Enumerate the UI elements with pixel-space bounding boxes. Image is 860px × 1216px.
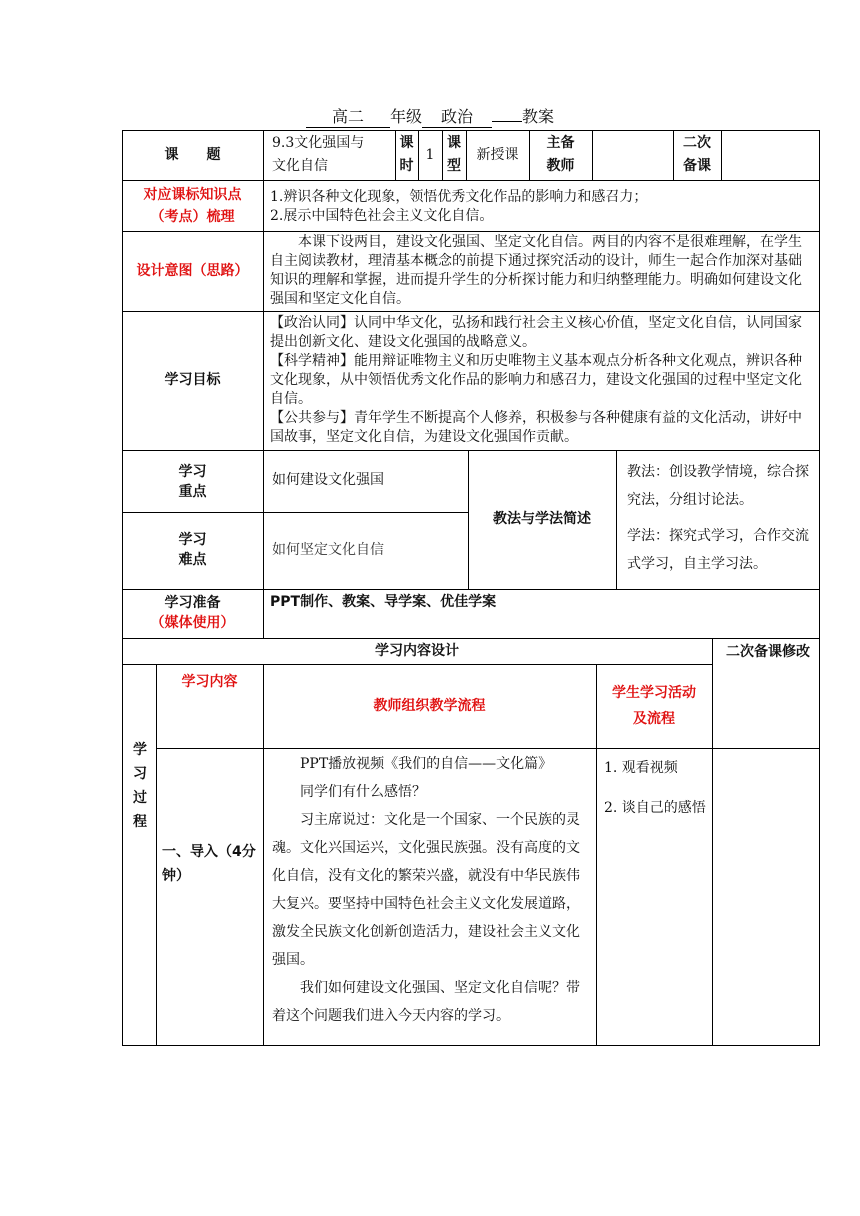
topic-line-1: 9.3文化强国与 [272, 135, 365, 151]
col-student-2: 及流程 [633, 711, 675, 727]
difficulty-label-1: 学习 [178, 532, 207, 548]
grade-label: 年级 [389, 107, 422, 126]
teacher-value [592, 130, 673, 180]
intro-label: 一、导入（4分钟） [162, 844, 256, 884]
teaching-method: 教法：创设教学情境，综合探究法，分组讨论法。 [627, 464, 809, 508]
design-text: 本课下设两目，建设文化强国、坚定文化自信。两目的内容不是很难理解，在学生自主阅读教材，理清基本概念的前提下通过探究活动的设计，师生一起合作加深对基础知识的理解和掌握，进而提升学生的分析探讨能力和归纳整理能力。明确如何建设文化强国和坚定文化自信。 [270, 234, 802, 307]
topic-line-2: 文化自信 [272, 158, 328, 174]
second-prep-label-1: 二次 [683, 135, 711, 151]
teacher-step-2: 同学们有什么感悟？ [300, 784, 426, 800]
difficulty-point: 如何坚定文化自信 [272, 542, 384, 558]
key-label-1: 学习 [178, 464, 207, 480]
col-content: 学习内容 [181, 674, 238, 690]
type-label-2: 型 [447, 158, 461, 174]
lesson-plan-table [122, 130, 820, 1046]
goal-participation: 【公共参与】青年学生不断提高个人修养，积极参与各种健康有益的文化活动，讲好中国故事，坚定文化自信，为建设文化强国作贡献。 [270, 410, 802, 445]
hours-value: 1 [425, 146, 435, 163]
goals-label: 学习目标 [164, 372, 221, 388]
grade-value: 高二 [306, 104, 390, 128]
learning-method: 学法：探究式学习，合作交流式学习，自主学习法。 [627, 528, 809, 572]
teacher-step-3: 习主席说过：文化是一个国家、一个民族的灵魂。文化兴国运兴，文化强民族强。没有高度的文化自信，没有文化的繁荣兴盛，就没有中华民族伟大复兴。要坚持中国特色社会主义文化发展道路，激发全民族文化创新创造活力，建设社会主义文化强国。 [272, 812, 580, 968]
standard-line-2: 2.展示中国特色社会主义文化自信。 [270, 208, 494, 224]
hours-label-1: 课 [399, 135, 414, 151]
document-title [0, 104, 860, 128]
second-prep-label-2: 备课 [683, 158, 711, 174]
design-label: 设计意图（思路） [136, 262, 249, 279]
prep-text: PPT制作、教案、导学案、优佳学案 [270, 594, 497, 610]
type-label-1: 课 [447, 135, 461, 151]
col-teacher: 教师组织教学流程 [373, 697, 486, 714]
second-prep-value [721, 130, 819, 180]
doc-type: 教案 [522, 107, 555, 126]
goal-political: 【政治认同】认同中华文化，弘扬和践行社会主义核心价值，坚定文化自信，认同国家提出创新文化、建设文化强国的战略意义。 [270, 315, 802, 350]
hours-label-2: 时 [399, 158, 414, 174]
standard-line-1: 1.辨识各种文化现象，领悟优秀文化作品的影响力和感召力； [270, 189, 648, 205]
method-label: 教法与学法简述 [493, 511, 591, 527]
col-student-1: 学生学习活动 [612, 685, 696, 701]
second-prep-modify: 二次备课修改 [726, 644, 810, 660]
teacher-step-1: PPT播放视频《我们的自信——文化篇》 [300, 756, 553, 772]
standard-label-1: 对应课标知识点 [143, 187, 242, 203]
teacher-label-2: 教师 [546, 158, 575, 174]
prep-label-1: 学习准备 [164, 595, 221, 611]
standard-label-2: （考点）梳理 [150, 209, 235, 225]
key-point: 如何建设文化强国 [272, 472, 384, 488]
teacher-label-1: 主备 [546, 135, 575, 151]
difficulty-label-2: 难点 [178, 552, 207, 568]
key-label-2: 重点 [178, 484, 207, 500]
student-activity-1: 1. 观看视频 [604, 760, 678, 776]
prep-label-2: （媒体使用） [150, 615, 235, 631]
goal-science: 【科学精神】能用辩证唯物主义和历史唯物主义基本观点分析各种文化观点，辨识各种文化现象，从中领悟优秀文化作品的影响力和感召力，建设文化强国的过程中坚定文化自信。 [270, 353, 802, 407]
process-label: 学习过程 [133, 742, 147, 830]
type-value: 新授课 [476, 146, 519, 163]
student-activity-2: 2. 谈自己的感悟 [604, 800, 706, 816]
subject-value: 政治 [422, 104, 492, 128]
teacher-step-4: 我们如何建设文化强国、坚定文化自信呢？带着这个问题我们进入今天内容的学习。 [272, 980, 580, 1024]
content-design-header: 学习内容设计 [375, 642, 459, 659]
topic-label: 课 题 [164, 146, 221, 163]
